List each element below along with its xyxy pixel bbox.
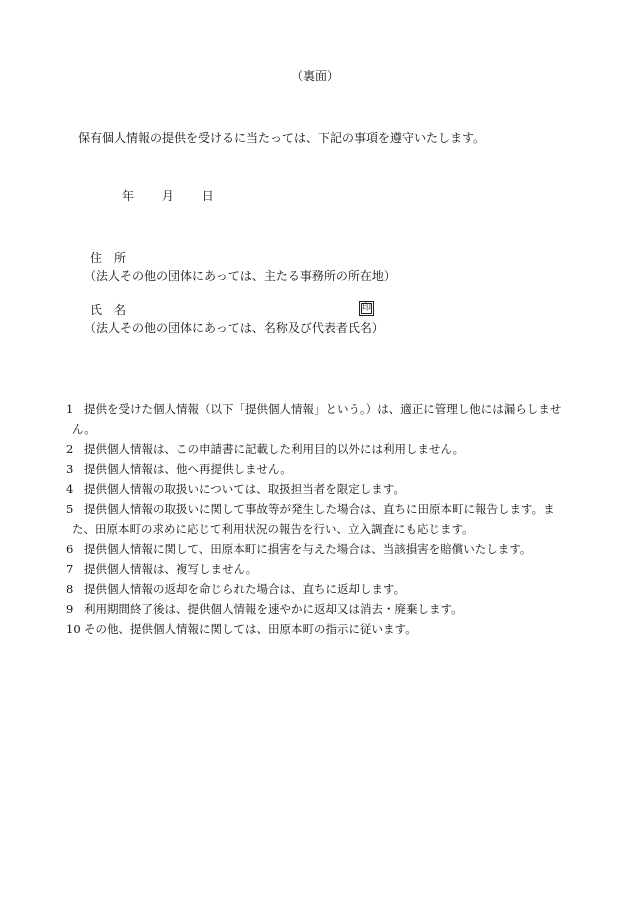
clause-item bbox=[66, 484, 576, 504]
clause-number: 3 bbox=[66, 462, 74, 476]
clause-number: 2 bbox=[66, 442, 74, 456]
clause-item bbox=[66, 504, 576, 524]
clause-item bbox=[66, 444, 576, 464]
clause-text: 提供個人情報の取扱いに関して事故等が発生した場合は、直ちに田原本町に報告します。ま bbox=[84, 502, 555, 516]
date-year-label: 年 bbox=[122, 189, 135, 203]
name-note: （法人その他の団体にあっては、名称及び代表者氏名） bbox=[84, 321, 384, 335]
clause-number: 8 bbox=[66, 582, 74, 596]
clause-text: 提供を受けた個人情報（以下「提供個人情報」という。）は、適正に管理し他には漏らしませ bbox=[84, 402, 562, 416]
address-note: （法人その他の団体にあっては、主たる事務所の所在地） bbox=[84, 269, 396, 283]
clause-item bbox=[66, 544, 576, 564]
clause-item bbox=[66, 464, 576, 484]
name-label: 氏 名 bbox=[90, 303, 127, 317]
clause-text: 提供個人情報は、複写しません。 bbox=[84, 562, 258, 576]
pledge-statement: 保有個人情報の提供を受けるに当たっては、下記の事項を遵守いたします。 bbox=[78, 131, 486, 145]
clause-item bbox=[66, 404, 576, 424]
clause-item bbox=[66, 584, 576, 604]
clause-list bbox=[66, 404, 576, 644]
clause-text: その他、提供個人情報に関しては、田原本町の指示に従います。 bbox=[84, 622, 417, 636]
clause-item bbox=[66, 604, 576, 624]
clause-item bbox=[66, 564, 576, 584]
clause-text: 利用期間終了後は、提供個人情報を速やかに返却又は消去・廃棄します。 bbox=[84, 602, 463, 616]
clause-number: 9 bbox=[66, 602, 74, 616]
clause-text: 提供個人情報の取扱いについては、取扱担当者を限定します。 bbox=[84, 482, 405, 496]
clause-continuation bbox=[66, 524, 576, 544]
page-heading: （裏面） bbox=[290, 69, 339, 83]
clause-continuation bbox=[66, 424, 576, 444]
date-row bbox=[122, 190, 214, 202]
date-day-label: 日 bbox=[201, 189, 214, 203]
clause-text: 提供個人情報は、他へ再提供しません。 bbox=[84, 462, 292, 476]
clause-text: 提供個人情報の返却を命じられた場合は、直ちに返却します。 bbox=[84, 582, 406, 596]
clause-number: 1 bbox=[66, 402, 74, 416]
clause-text: 提供個人情報に関して、田原本町に損害を与えた場合は、当該損害を賠償いたします。 bbox=[84, 542, 532, 556]
clause-text: 提供個人情報は、この申請書に記載した利用目的以外には利用しません。 bbox=[84, 442, 465, 456]
clause-number: 6 bbox=[66, 542, 74, 556]
seal-text: 印 bbox=[362, 303, 372, 313]
address-label: 住 所 bbox=[90, 251, 127, 265]
clause-number: 4 bbox=[66, 482, 74, 496]
date-month-label: 月 bbox=[161, 189, 174, 203]
clause-number: 7 bbox=[66, 562, 74, 576]
clause-text: ん。 bbox=[72, 422, 96, 436]
seal-mark bbox=[359, 301, 374, 316]
clause-number: 5 bbox=[66, 502, 74, 516]
clause-number: 10 bbox=[66, 622, 81, 636]
clause-text: た、田原本町の求めに応じて利用状況の報告を行い、立入調査にも応じます。 bbox=[72, 522, 474, 536]
clause-item bbox=[66, 624, 576, 644]
